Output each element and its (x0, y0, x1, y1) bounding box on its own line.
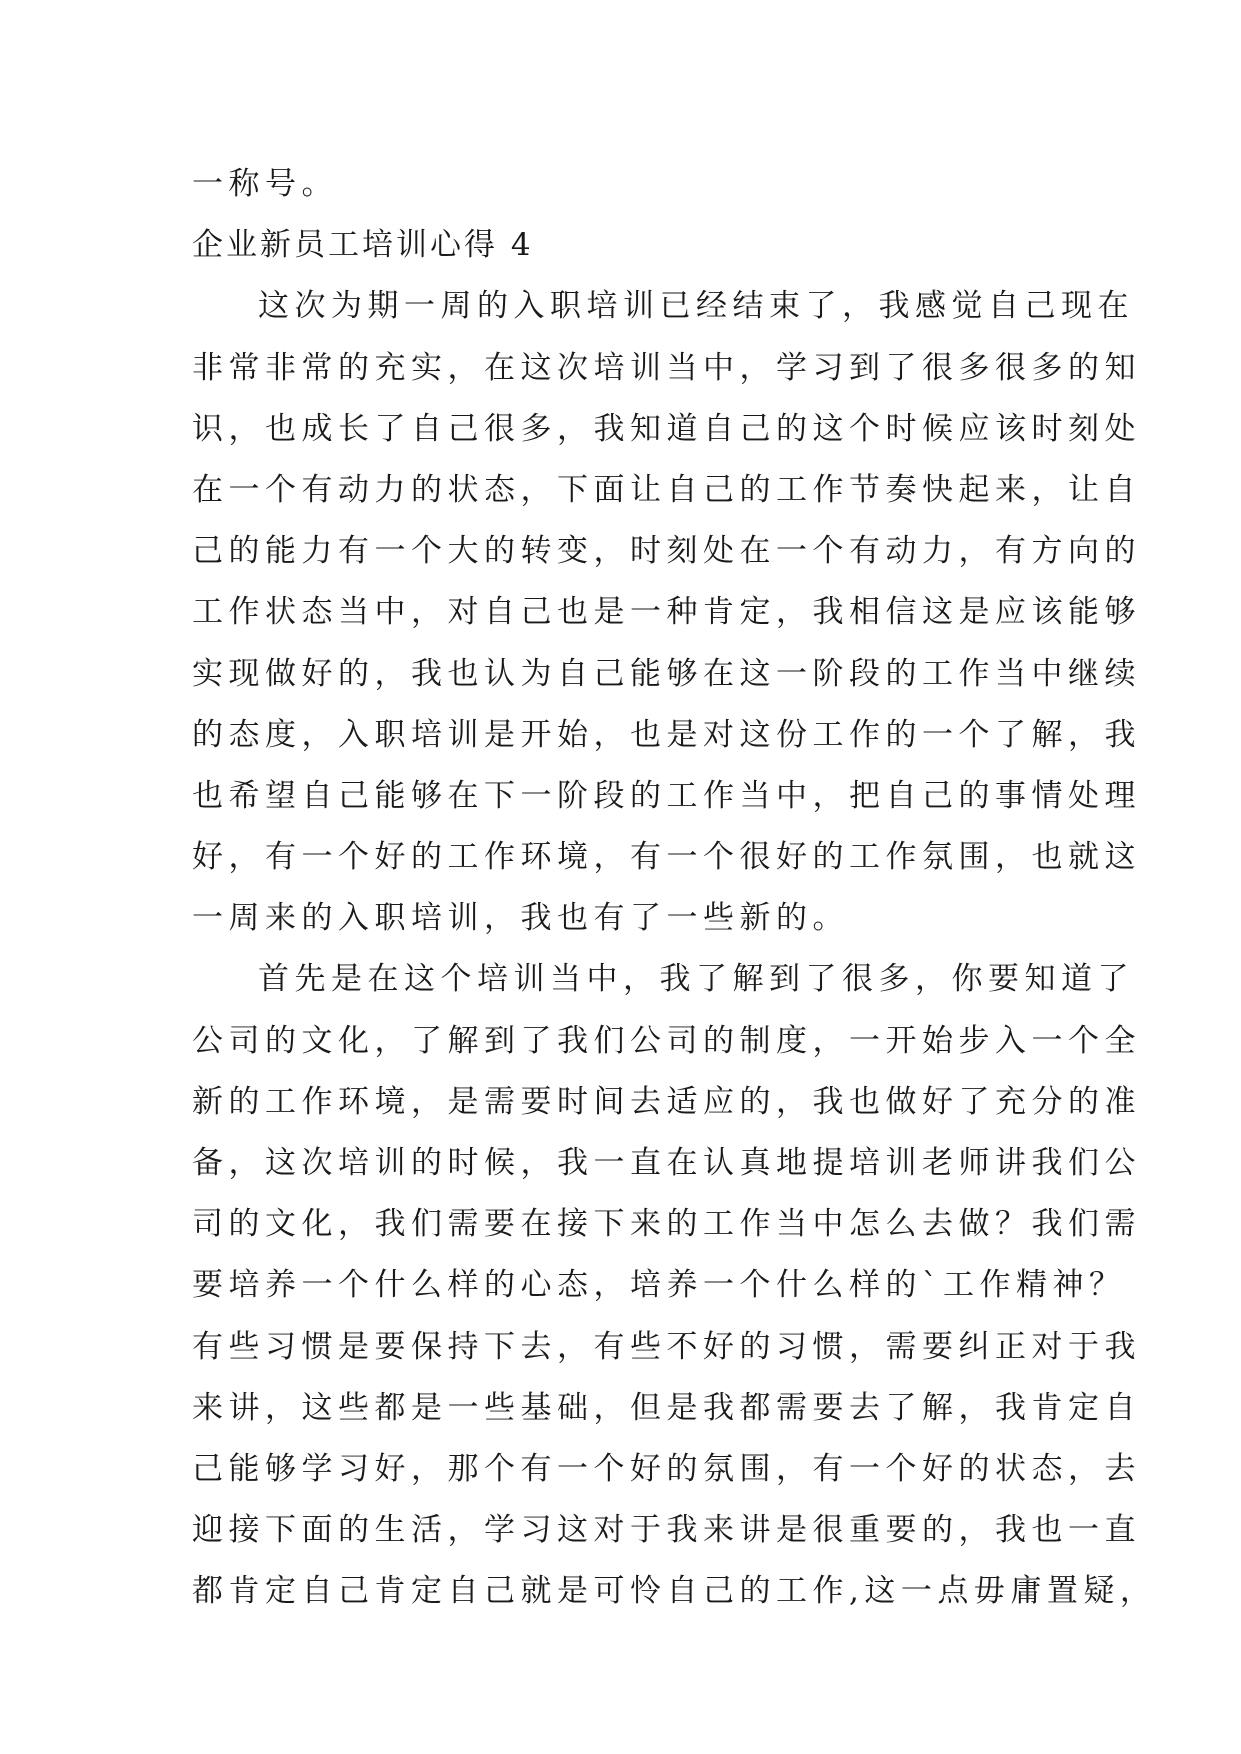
text-line: 这次为期一周的入职培训已经结束了，我感觉自己现在 (258, 288, 1134, 325)
text-line: 也希望自己能够在下一阶段的工作当中，把自己的事情处理 (192, 777, 1141, 814)
text-line: 非常非常的充实，在这次培训当中，学习到了很多很多的知 (192, 349, 1141, 386)
text-line: 一称号。 (192, 166, 338, 202)
text-line: 新的工作环境，是需要时间去适应的，我也做好了充分的准 (192, 1083, 1141, 1120)
text-line: 识，也成长了自己很多，我知道自己的这个时候应该时刻处 (192, 410, 1141, 447)
text-line: 都肯定自己肯定自己就是可怜自己的工作,这一点毋庸置疑， (192, 1573, 1157, 1610)
document-body (192, 154, 1157, 1623)
text-line: 司的文化，我们需要在接下来的工作当中怎么去做？我们需 (192, 1206, 1141, 1243)
text-line: 首先是在这个培训当中，我了解到了很多，你要知道了 (258, 961, 1134, 998)
text-line: 要培养一个什么样的心态，培养一个什么样的`工作精神？ (192, 1267, 1126, 1304)
text-line: 公司的文化，了解到了我们公司的制度，一开始步入一个全 (192, 1022, 1141, 1059)
text-line: 工作状态当中，对自己也是一种肯定，我相信这是应该能够 (192, 594, 1141, 631)
text-line: 来讲，这些都是一些基础，但是我都需要去了解，我肯定自 (192, 1389, 1141, 1426)
section-heading: 企业新员工培训心得 4 (192, 227, 534, 264)
text-line: 实现做好的，我也认为自己能够在这一阶段的工作当中继续 (192, 655, 1141, 692)
text-line: 迎接下面的生活，学习这对于我来讲是很重要的，我也一直 (192, 1512, 1141, 1549)
text-line: 备，这次培训的时候，我一直在认真地提培训老师讲我们公 (192, 1145, 1141, 1181)
text-line: 的态度，入职培训是开始，也是对这份工作的一个了解，我 (192, 716, 1141, 753)
text-line: 己能够学习好，那个有一个好的氛围，有一个好的状态，去 (192, 1450, 1141, 1487)
text-line: 一周来的入职培训，我也有了一些新的。 (192, 900, 849, 937)
text-line: 在一个有动力的状态，下面让自己的工作节奏快起来，让自 (192, 471, 1141, 508)
text-line: 己的能力有一个大的转变，时刻处在一个有动力，有方向的 (192, 533, 1141, 570)
text-line: 有些习惯是要保持下去，有些不好的习惯，需要纠正对于我 (192, 1328, 1141, 1365)
text-line: 好，有一个好的工作环境，有一个很好的工作氛围，也就这 (192, 839, 1141, 876)
